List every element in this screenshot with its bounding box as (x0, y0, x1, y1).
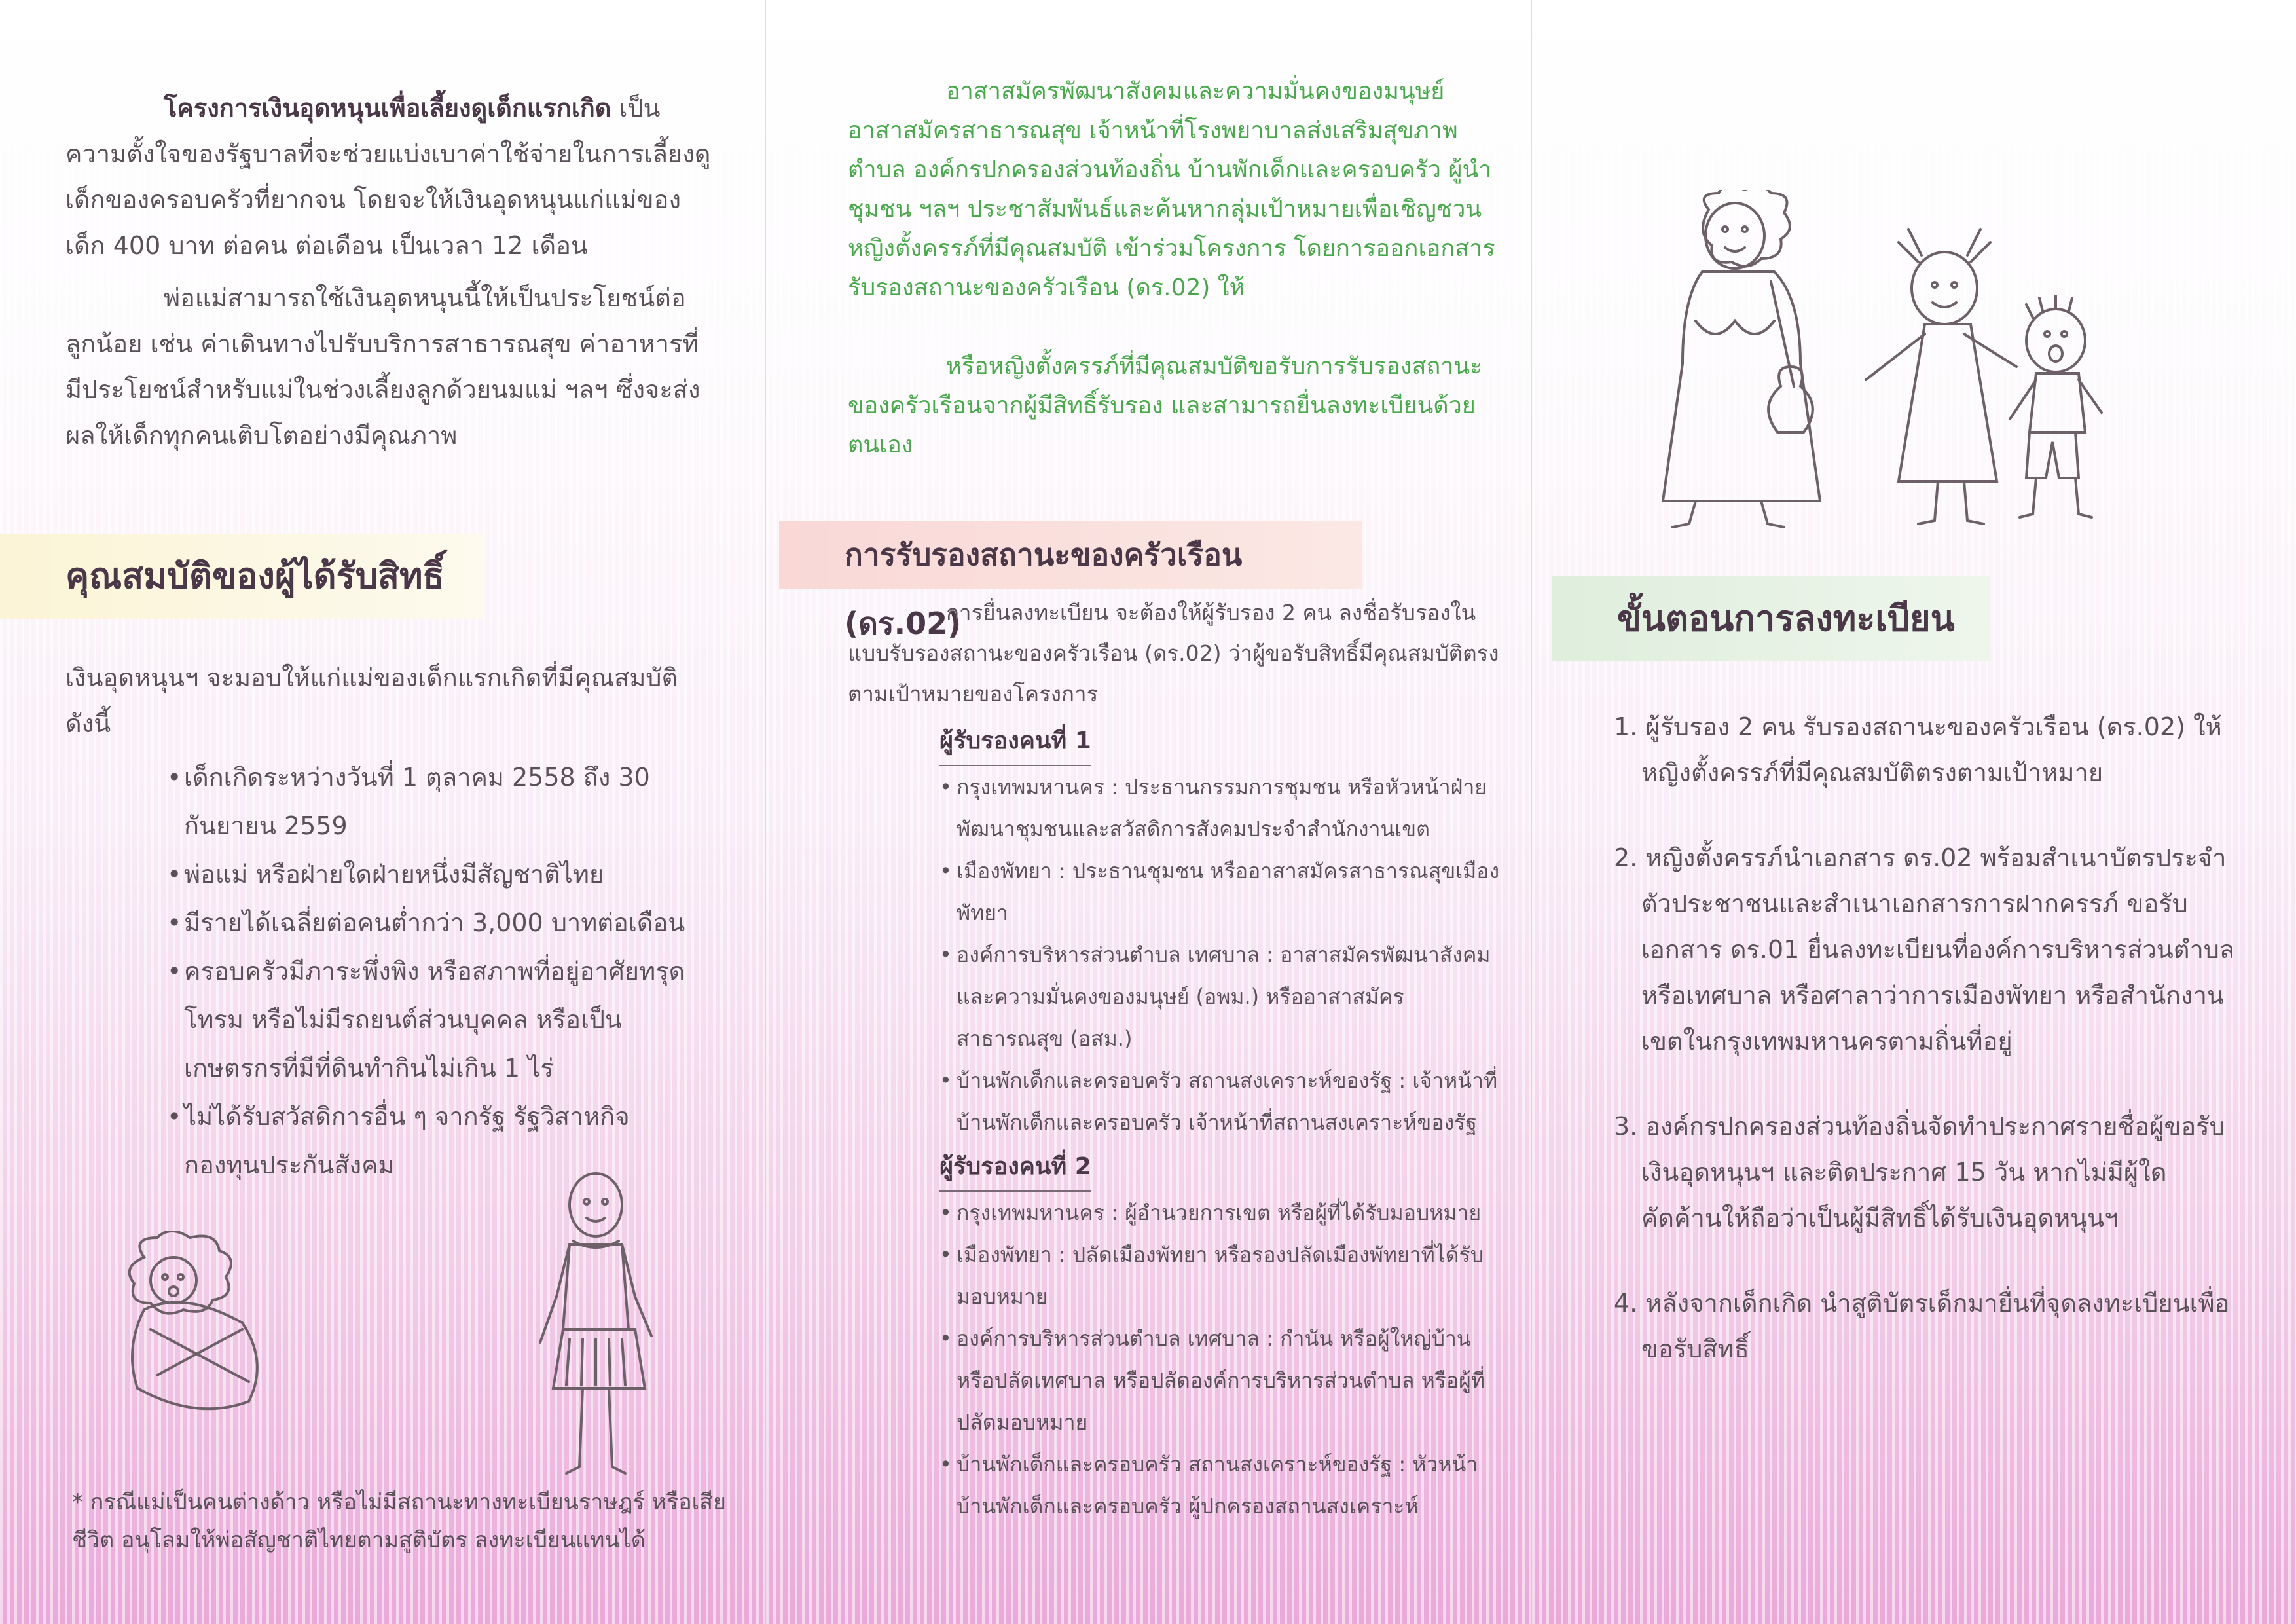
certifier-2-section (939, 1146, 1503, 1527)
list-item: 2. หญิงตั้งครรภ์นำเอกสาร ดร.02 พร้อมสำเนาบัตรประจำตัวประชาชนและสำเนาเอกสารการฝากครรภ์ ขอรับเอกสาร ดร.01 ยื่นลงทะเบียนที่องค์การบริหารส่วนตำบล หรือเทศบาล หรือศาลาว่าการเมืองพัทยา หรือสำนักงานเขตในกรุงเทพมหานครตามถิ่นที่อยู่ (1614, 843, 2235, 1056)
list-item: • เมืองพัทยา : ประธานชุมชน หรืออาสาสมัครสาธารณสุขเมืองพัทยา (939, 850, 1503, 934)
list-item: • มีรายได้เฉลี่ยต่อคนต่ำกว่า 3,000 บาทต่อเดือน (167, 898, 691, 947)
intro-paragraph (65, 85, 714, 268)
usage-text: พ่อแม่สามารถใช้เงินอุดหนุนนี้ให้เป็นประโยชน์ต่อลูกน้อย เช่น ค่าเดินทางไปรับบริการสาธารณสุข ค่าอาหารที่มีประโยชน์สำหรับแม่ในช่วงเลี้ยงลูกด้วยนมแม่ ฯลฯ ซึ่งจะส่งผลให้เด็กทุกคนเติบโตอย่างมีคุณภาพ (65, 284, 701, 450)
outreach-paragraph (848, 72, 1503, 308)
panel-left (0, 0, 766, 1624)
certification-heading: การรับรองสถานะของครัวเรือน (ดร.02) (779, 521, 1362, 589)
program-name: โครงการเงินอุดหนุนเพื่อเลี้ยงดูเด็กแรกเกิด (164, 94, 611, 122)
certifier-2-label: ผู้รับรองคนที่ 2 (939, 1146, 1091, 1192)
qualifications-intro: เงินอุดหนุนฯ จะมอบให้แก่แม่ของเด็กแรกเกิดที่มีคุณสมบัติดังนี้ (65, 663, 678, 738)
list-item: • บ้านพักเด็กและครอบครัว สถานสงเคราะห์ของรัฐ : หัวหน้าบ้านพักเด็กและครอบครัว ผู้ปกครองสถานสงเคราะห์ (939, 1443, 1503, 1527)
list-item: • เด็กเกิดระหว่างวันที่ 1 ตุลาคม 2558 ถึง 30 กันยายน 2559 (167, 753, 691, 850)
list-item: • กรุงเทพมหานคร : ประธานกรรมการชุมชน หรือหัวหน้าฝ่ายพัฒนาชุมชนและสวัสดิการสังคมประจำสำนักงานเขต (939, 766, 1503, 850)
certification-intro (848, 593, 1503, 714)
certification-intro-text: การยื่นลงทะเบียน จะต้องให้ผู้รับรอง 2 คน ลงชื่อรับรองในแบบรับรองสถานะของครัวเรือน (ดร.02) ว่าผู้ขอรับสิทธิ์มีคุณสมบัติตรงตามเป้าหมายของโครงการ (848, 600, 1499, 707)
certifier-1-list (939, 766, 1503, 1143)
registration-steps (1614, 704, 2242, 1372)
list-item: • เมืองพัทยา : ปลัดเมืองพัทยา หรือรองปลัดเมืองพัทยาที่ได้รับมอบหมาย (939, 1234, 1503, 1318)
list-item: • องค์การบริหารส่วนตำบล เทศบาล : กำนัน หรือผู้ใหญ่บ้าน หรือปลัดเทศบาล หรือปลัดองค์การบริหารส่วนตำบล หรือผู้ที่ปลัดมอบหมาย (939, 1318, 1503, 1443)
girl-drawing-icon (524, 1166, 668, 1480)
list-item: 4. หลังจากเด็กเกิด นำสูติบัตรเด็กมายื่นที่จุดลงทะเบียนเพื่อขอรับสิทธิ์ (1614, 1289, 2230, 1363)
list-item: • ไม่ได้รับสวัสดิการอื่น ๆ จากรัฐ รัฐวิสาหกิจ กองทุนประกันสังคม (167, 1092, 691, 1189)
outreach-text: อาสาสมัครพัฒนาสังคมและความมั่นคงของมนุษย์ อาสาสมัครสาธารณสุข เจ้าหน้าที่โรงพยาบาลส่งเสริมสุขภาพตำบล องค์กรปกครองส่วนท้องถิ่น บ้านพักเด็กและครอบครัว ผู้นำชุมชน ฯลฯ ประชาสัมพันธ์และค้นหากลุ่มเป้าหมายเพื่อเชิญชวนหญิงตั้งครรภ์ที่มีคุณสมบัติ เข้าร่วมโครงการ โดยการออกเอกสารรับรองสถานะของครัวเรือน (ดร.02) ให้ (848, 78, 1495, 301)
list-item: • กรุงเทพมหานคร : ผู้อำนวยการเขต หรือผู้ที่ได้รับมอบหมาย (939, 1192, 1503, 1234)
list-item: 3. องค์กรปกครองส่วนท้องถิ่นจัดทำประกาศรายชื่อผู้ขอรับเงินอุดหนุนฯ และติดประกาศ 15 วัน หากไม่มีผู้ใดคัดค้านให้ถือว่าเป็นผู้มีสิทธิ์ได้รับเงินอุดหนุนฯ (1614, 1112, 2225, 1232)
list-item: • บ้านพักเด็กและครอบครัว สถานสงเคราะห์ของรัฐ : เจ้าหน้าที่บ้านพักเด็กและครอบครัว เจ้าหน้าที่สถานสงเคราะห์ของรัฐ (939, 1060, 1503, 1143)
self-register-text: หรือหญิงตั้งครรภ์ที่มีคุณสมบัติขอรับการรับรองสถานะของครัวเรือนจากผู้มีสิทธิ์รับรอง และสามารถยื่นลงทะเบียนด้วยตนเอง (848, 353, 1483, 458)
list-item: 1. ผู้รับรอง 2 คน รับรองสถานะของครัวเรือน (ดร.02) ให้หญิงตั้งครรภ์ที่มีคุณสมบัติตรงตามเป้าหมาย (1614, 712, 2222, 787)
list-item: • ครอบครัวมีภาระพึ่งพิง หรือสภาพที่อยู่อาศัยทรุดโทรม หรือไม่มีรถยนต์ส่วนบุคคล หรือเป็นเกษตรกรที่มีที่ดินทำกินไม่เกิน 1 ไร่ (167, 947, 691, 1092)
qualifications-heading: คุณสมบัติของผู้ได้รับสิทธิ์ (0, 534, 484, 619)
usage-paragraph (65, 275, 714, 458)
certifier-2-list (939, 1192, 1503, 1527)
baby-drawing-icon (98, 1231, 295, 1428)
footnote: * กรณีแม่เป็นคนต่างด้าว หรือไม่มีสถานะทางทะเบียนราษฎร์ หรือเสียชีวิต อนุโลมให้พ่อสัญชาติไทยตามสูติบัตร ลงทะเบียนแทนได้ (72, 1489, 726, 1553)
family-drawing-icon (1630, 190, 2141, 530)
certifier-1-section (939, 720, 1503, 1143)
list-item: • องค์การบริหารส่วนตำบล เทศบาล : อาสาสมัครพัฒนาสังคมและความมั่นคงของมนุษย์ (อพม.) หรืออาสาสมัครสาธารณสุข (อสม.) (939, 934, 1503, 1060)
list-item: • พ่อแม่ หรือฝ่ายใดฝ่ายหนึ่งมีสัญชาติไทย (167, 850, 691, 898)
registration-heading: ขั้นตอนการลงทะเบียน (1552, 576, 1990, 661)
certifier-1-label: ผู้รับรองคนที่ 1 (939, 720, 1091, 766)
self-register-paragraph (848, 347, 1503, 465)
qualifications-list (167, 753, 691, 1189)
intro-text: เป็นความตั้งใจของรัฐบาลที่จะช่วยแบ่งเบาค่าใช้จ่ายในการเลี้ยงดูเด็กของครอบครัวที่ยากจน โดยจะให้เงินอุดหนุนแก่แม่ของเด็ก 400 บาท ต่อคน ต่อเดือน เป็นเวลา 12 เดือน (65, 94, 711, 260)
